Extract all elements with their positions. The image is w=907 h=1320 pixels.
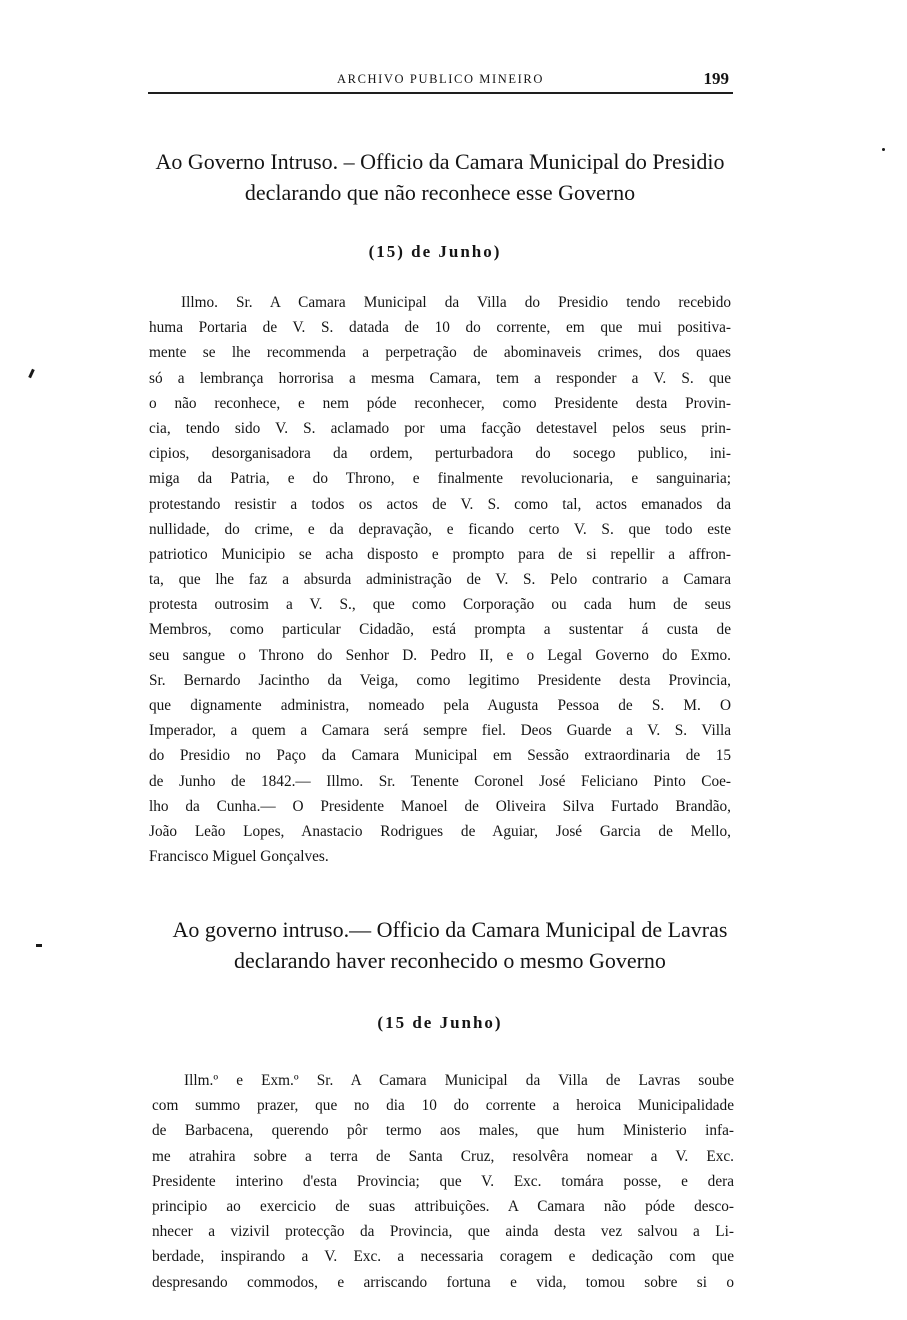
article-1-body	[149, 290, 731, 869]
text-line: cia, tendo sido V. S. aclamado por uma facção detestavel pelos seus prin-	[149, 419, 731, 437]
text-line: patriotico Municipio se acha disposto e prompto para de si repellir a affron-	[149, 545, 731, 563]
running-header	[148, 70, 733, 94]
article-2-heading	[100, 914, 800, 976]
text-line: cipios, desorganisadora da ordem, perturbadora do socego publico, ini-	[149, 445, 731, 463]
text-line: Membros, como particular Cidadão, está prompta a sustentar á custa de	[149, 621, 731, 639]
text-line: o não reconhece, e nem póde reconhecer, como Presidente desta Provin-	[149, 394, 731, 412]
text-line: nullidade, do crime, e da depravação, e ficando certo V. S. que todo este	[149, 520, 731, 538]
text-line: Illmo. Sr. A Camara Municipal da Villa do Presidio tendo recebido	[181, 294, 731, 311]
text-line: Francisco Miguel Gonçalves.	[149, 848, 329, 866]
text-line: Presidente interino d'esta Provincia; que V. Exc. tomára posse, e dera	[152, 1172, 734, 1190]
header-rule	[148, 92, 733, 94]
article-2-date: (15 de Junho)	[377, 1013, 503, 1032]
text-line: despresando commodos, e arriscando fortuna e vida, tomou sobre si o	[152, 1273, 734, 1291]
text-line: só a lembrança horrorisa a mesma Camara, tem a responder a V. S. que	[149, 369, 731, 387]
text-line: miga da Patria, e do Throno, e finalmente revolucionaria, e sanguinaria;	[149, 470, 731, 488]
heading-line: Ao Governo Intruso. – Officio da Camara Municipal do Presidio	[155, 149, 725, 174]
margin-speck	[36, 944, 42, 947]
text-line: protesta outrosim a V. S., que como Corporação ou cada hum de seus	[149, 596, 731, 614]
text-line: João Leão Lopes, Anastacio Rodrigues de Aguiar, José Garcia de Mello,	[149, 822, 731, 840]
text-line: de Barbacena, querendo pôr termo aos males, que hum Ministerio infa-	[152, 1122, 734, 1140]
text-line: que dignamente administra, nomeado pela Augusta Pessoa de S. M. O	[149, 697, 731, 714]
text-line: huma Portaria de V. S. datada de 10 do corrente, em que mui positiva-	[149, 319, 731, 337]
text-line: nhecer a vizivil protecção da Provincia, que ainda desta vez salvou a Li-	[152, 1223, 734, 1241]
text-line: ta, que lhe faz a absurda administração de V. S. Pelo contrario a Camara	[149, 571, 731, 589]
text-line: lho da Cunha.— O Presidente Manoel de Oliveira Silva Furtado Brandão,	[149, 797, 731, 815]
page-number: 199	[703, 69, 729, 88]
text-line: berdade, inspirando a V. Exc. a necessaria coragem e dedicação com que	[152, 1248, 734, 1266]
heading-line: declarando haver reconhecido o mesmo Governo	[234, 948, 666, 973]
margin-speck	[882, 148, 885, 151]
text-line: Illm.º e Exm.º Sr. A Camara Municipal da Villa de Lavras soube	[184, 1072, 734, 1089]
text-line: principio ao exercicio de suas attribuições. A Camara não póde desco-	[152, 1197, 734, 1215]
text-line: com summo prazer, que no dia 10 do corrente a heroica Municipalidade	[152, 1097, 734, 1115]
text-line: seu sangue o Throno do Senhor D. Pedro II, e o Legal Governo do Exmo.	[149, 646, 731, 664]
running-title: ARCHIVO PUBLICO MINEIRO	[337, 72, 544, 86]
heading-line: declarando que não reconhece esse Governo	[244, 180, 636, 205]
text-line: de Junho de 1842.— Illmo. Sr. Tenente Coronel José Feliciano Pinto Coe-	[149, 772, 731, 790]
text-line: do Presidio no Paço da Camara Municipal em Sessão extraordinaria de 15	[149, 747, 731, 765]
article-1-heading	[100, 146, 780, 208]
text-line: protestando resistir a todos os actos de V. S. como tal, actos emanados da	[149, 495, 731, 513]
heading-line: Ao governo intruso.— Officio da Camara Municipal de Lavras	[172, 917, 728, 942]
text-line: Imperador, a quem a Camara será sempre fiel. Deos Guarde a V. S. Villa	[149, 722, 731, 740]
text-line: Sr. Bernardo Jacintho da Veiga, como legitimo Presidente desta Provincia,	[149, 671, 731, 689]
article-1-date: (15) de Junho)	[368, 242, 502, 261]
text-line: me atrahira sobre a terra de Santa Cruz, resolvêra nomear a V. Exc.	[152, 1147, 734, 1165]
text-line: mente se lhe recommenda a perpetração de abominaveis crimes, dos quaes	[149, 344, 731, 362]
article-2-body	[152, 1068, 734, 1295]
margin-speck	[28, 369, 35, 378]
